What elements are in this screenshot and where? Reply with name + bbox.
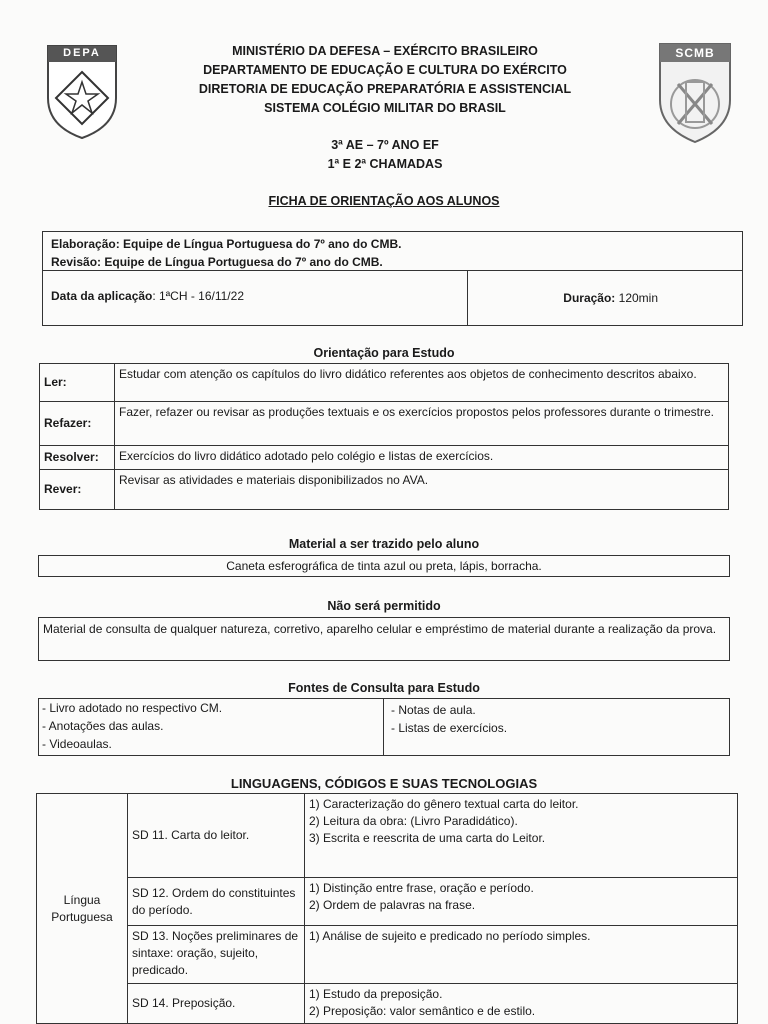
sd-cell: SD 11. Carta do leitor.: [128, 794, 305, 878]
list-item: - Notas de aula.: [391, 703, 476, 717]
elaboracao-label: Elaboração:: [51, 237, 120, 251]
table-row: [37, 878, 738, 926]
header-line-2: DEPARTAMENTO DE EDUCAÇÃO E CULTURA DO EXÉRCITO: [203, 63, 567, 77]
linguagens-title: LINGUAGENS, CÓDIGOS E SUAS TECNOLOGIAS: [230, 776, 538, 791]
list-item: 2) Ordem de palavras na frase.: [309, 898, 476, 912]
scmb-logo-text: SCMB: [675, 46, 715, 60]
table-row: [37, 794, 738, 878]
duracao-value: 120min: [618, 291, 658, 305]
revisao-line: [51, 253, 401, 271]
items-cell: [305, 984, 738, 1024]
nao-permitido-title: Não será permitido: [327, 599, 441, 613]
data-label: Data da aplicação: [51, 289, 153, 303]
row-label: Rever:: [40, 470, 115, 510]
fontes-left-list: [42, 699, 222, 753]
sd-cell: SD 13. Noções preliminares de sintaxe: oração, sujeito, predicado.: [128, 926, 305, 984]
items-cell: [305, 794, 738, 878]
material-box: Caneta esferográfica de tinta azul ou preta, lápis, borracha.: [38, 555, 730, 577]
data-aplicacao: [51, 289, 244, 303]
subject-cell: Língua Portuguesa: [37, 794, 128, 1024]
info-box: [42, 231, 743, 326]
orientacao-table: [39, 363, 729, 510]
table-row: [40, 446, 729, 470]
fontes-title: Fontes de Consulta para Estudo: [288, 681, 480, 695]
duracao-label: Duração:: [563, 291, 616, 305]
revisao-label: Revisão:: [51, 255, 102, 269]
list-item: 1) Distinção entre frase, oração e período.: [309, 881, 534, 895]
material-title: Material a ser trazido pelo aluno: [288, 537, 480, 551]
list-item: 3) Escrita e reescrita de uma carta do Leitor.: [309, 831, 546, 845]
list-item: 1) Caracterização do gênero textual carta do leitor.: [309, 797, 579, 811]
list-item: 1) Estudo da preposição.: [309, 987, 443, 1001]
sd-cell: SD 12. Ordem do constituintes do período.: [128, 878, 305, 926]
list-item: 2) Preposição: valor semântico e de estilo.: [309, 1004, 536, 1018]
list-item: 2) Leitura da obra: (Livro Paradidático).: [309, 814, 518, 828]
table-row: [40, 470, 729, 510]
table-row: [40, 364, 729, 402]
table-row: [37, 926, 738, 984]
data-value: : 1ªCH - 16/11/22: [152, 289, 244, 303]
nao-permitido-box: Material de consulta de qualquer natureza, corretivo, aparelho celular e empréstimo de material durante a realização da prova.: [38, 617, 730, 661]
calls-label: 1ª E 2ª CHAMADAS: [327, 157, 443, 171]
list-item: 1) Análise de sujeito e predicado no período simples.: [309, 929, 591, 943]
header-line-3: DIRETORIA DE EDUCAÇÃO PREPARATÓRIA E ASSISTENCIAL: [198, 82, 572, 96]
header-line-1: MINISTÉRIO DA DEFESA – EXÉRCITO BRASILEIRO: [232, 44, 538, 58]
depa-logo: [46, 42, 118, 140]
list-item: - Anotações das aulas.: [42, 719, 164, 733]
items-cell: [305, 926, 738, 984]
elaboracao-value: Equipe de Língua Portuguesa do 7º ano do CMB.: [123, 237, 402, 251]
row-label: Refazer:: [40, 402, 115, 446]
header-block: [150, 42, 620, 118]
header-line-4: SISTEMA COLÉGIO MILITAR DO BRASIL: [264, 101, 506, 115]
table-row: [37, 984, 738, 1024]
exam-label: 3ª AE – 7º ANO EF: [331, 138, 439, 152]
sd-cell: SD 14. Preposição.: [128, 984, 305, 1024]
scmb-logo: [656, 40, 734, 144]
fontes-right-list: [391, 701, 507, 737]
row-label: Resolver:: [40, 446, 115, 470]
row-text: Revisar as atividades e materiais disponibilizados no AVA.: [115, 470, 729, 510]
depa-logo-text: DEPA: [63, 47, 101, 59]
elaboracao-line: [51, 235, 401, 253]
linguagens-table: [36, 793, 738, 1024]
doc-title: FICHA DE ORIENTAÇÃO AOS ALUNOS: [268, 194, 500, 208]
table-row: [40, 402, 729, 446]
row-text: Exercícios do livro didático adotado pelo colégio e listas de exercícios.: [115, 446, 729, 470]
row-label: Ler:: [40, 364, 115, 402]
exam-block: [150, 136, 620, 174]
duracao: [563, 291, 658, 305]
revisao-value: Equipe de Língua Portuguesa do 7º ano do CMB.: [104, 255, 383, 269]
list-item: - Listas de exercícios.: [391, 721, 508, 735]
orientacao-title: Orientação para Estudo: [313, 346, 455, 360]
row-text: Fazer, refazer ou revisar as produções textuais e os exercícios propostos pelos professores durante o trimestre.: [115, 402, 729, 446]
list-item: - Videoaulas.: [42, 737, 112, 751]
list-item: - Livro adotado no respectivo CM.: [42, 701, 223, 715]
row-text: Estudar com atenção os capítulos do livro didático referentes aos objetos de conhecimento descritos abaixo.: [115, 364, 729, 402]
items-cell: [305, 878, 738, 926]
fontes-box: [38, 698, 730, 756]
